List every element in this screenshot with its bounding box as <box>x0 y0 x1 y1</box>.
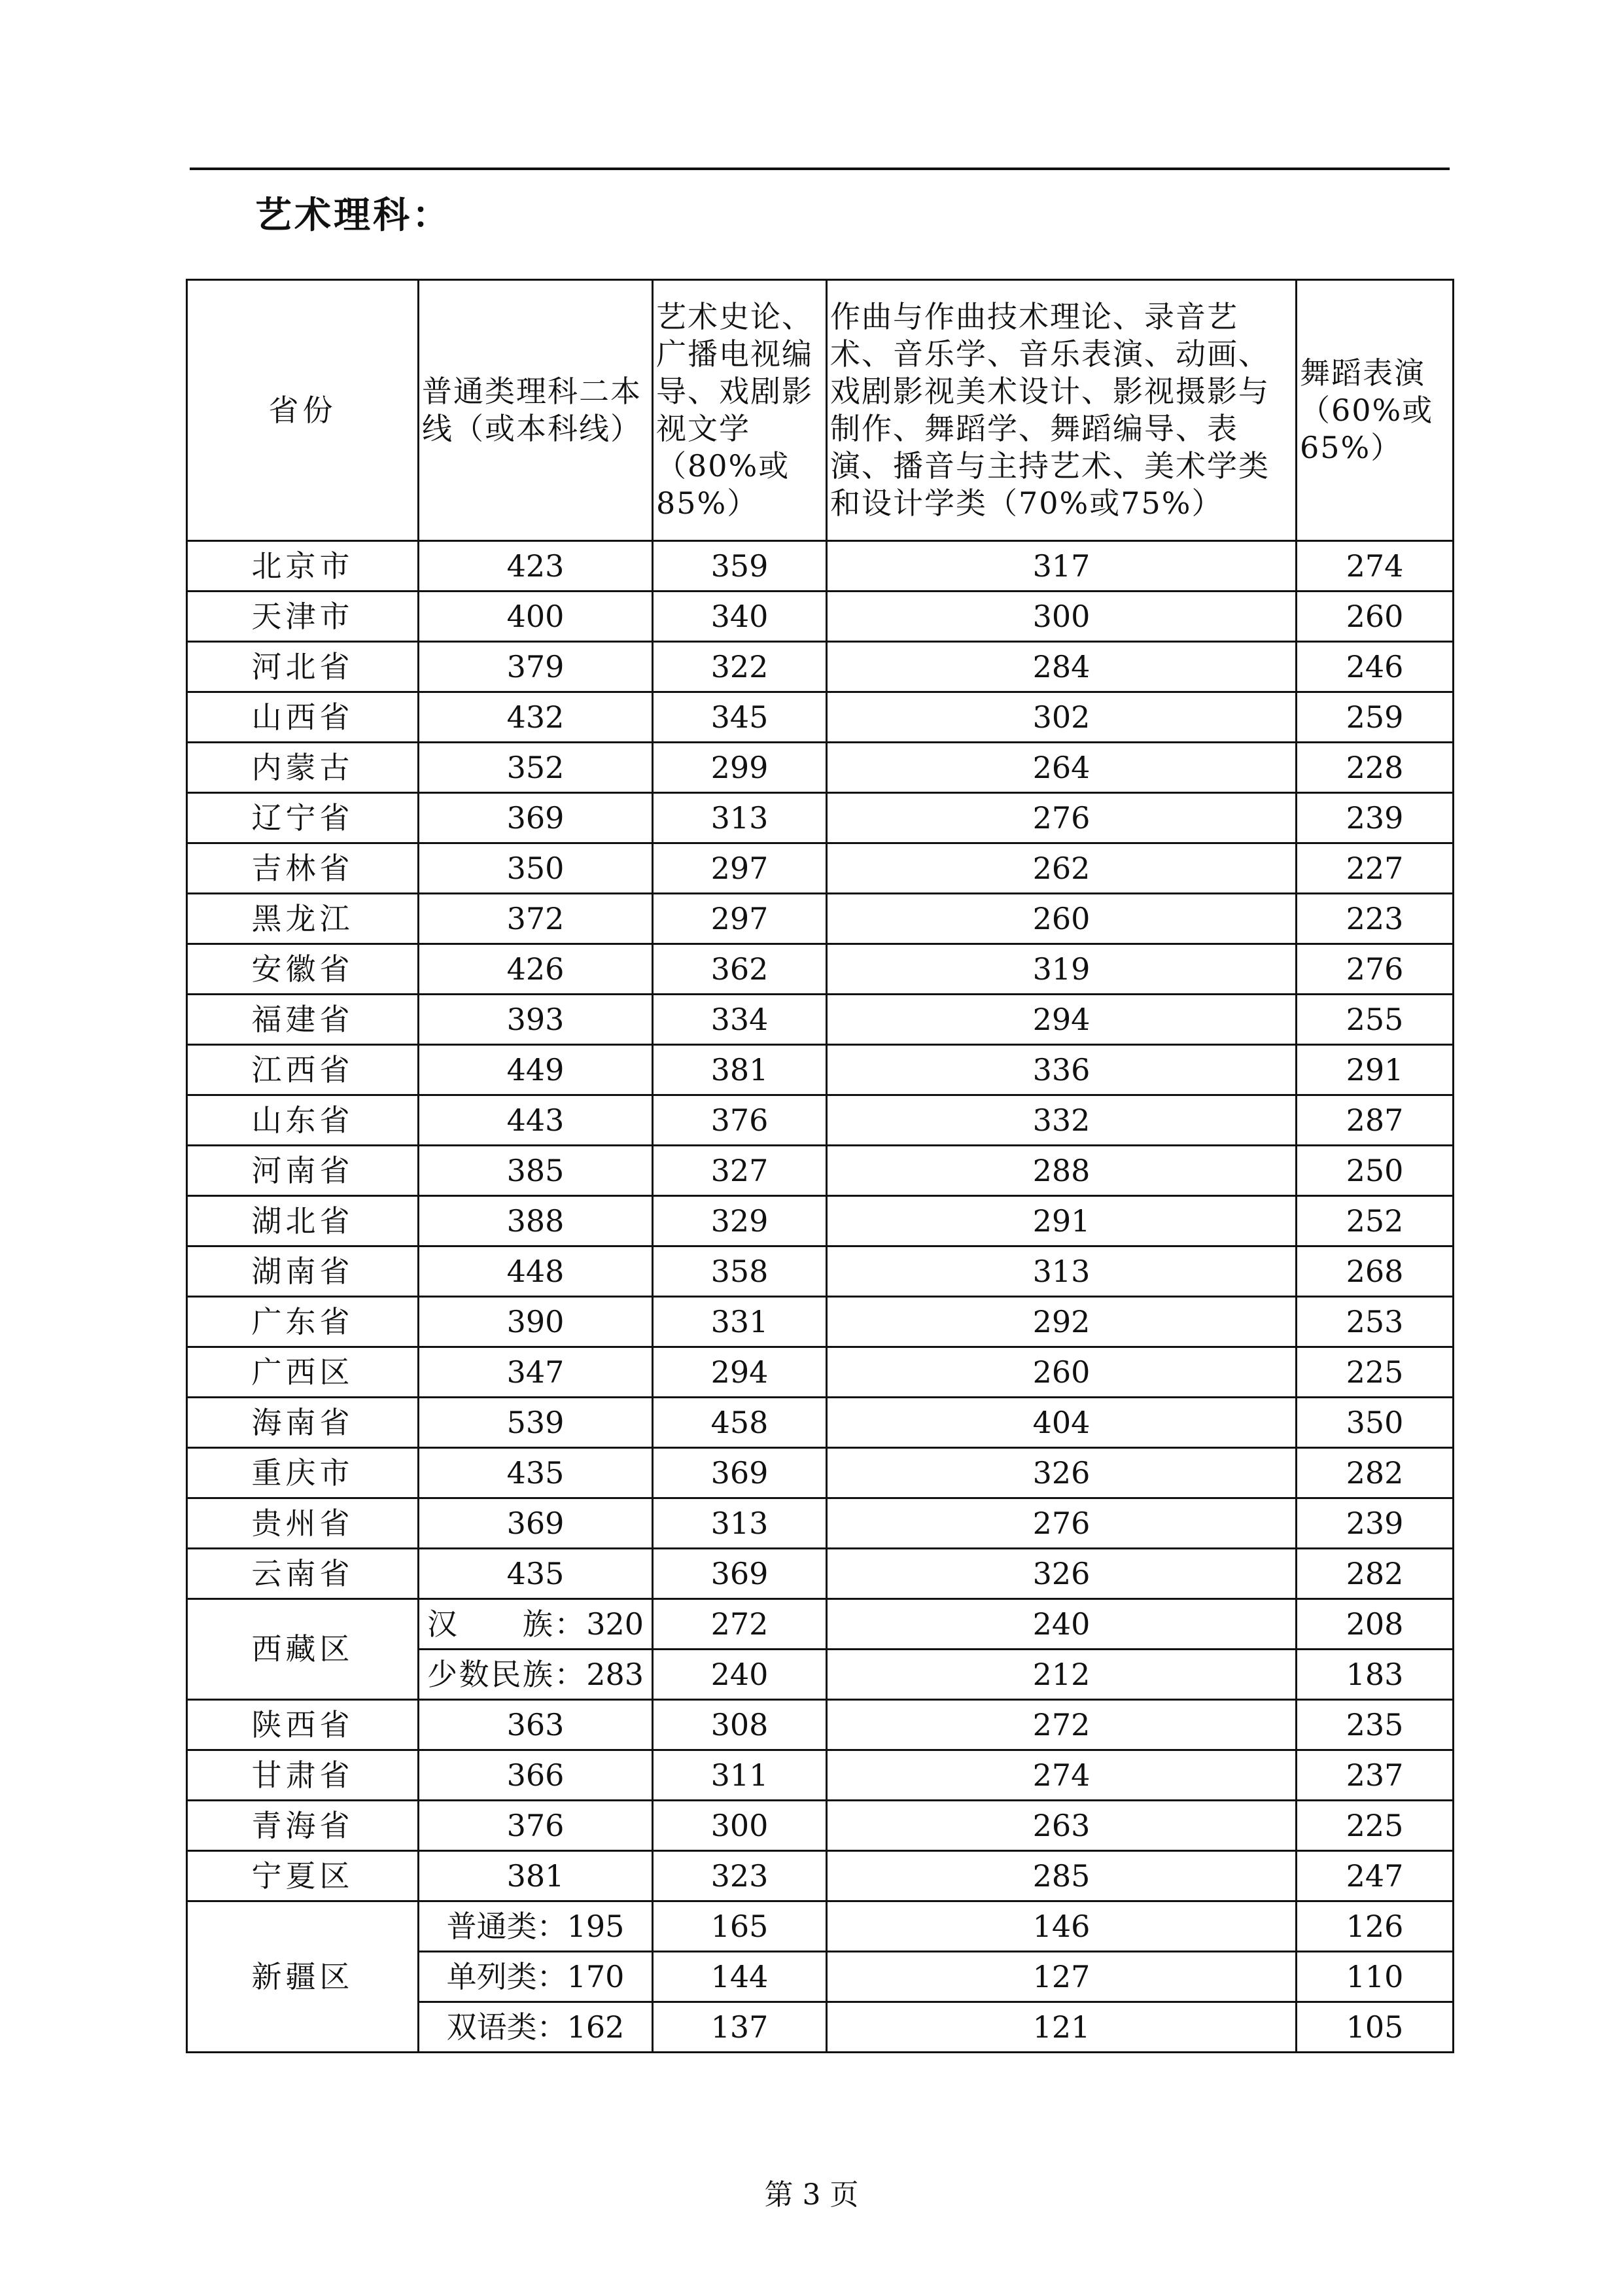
dance-cell: 255 <box>1297 995 1454 1045</box>
dance-cell: 239 <box>1297 1498 1454 1549</box>
composition-cell: 285 <box>827 1851 1297 1901</box>
composition-cell: 272 <box>827 1700 1297 1750</box>
dance-cell: 126 <box>1297 1901 1454 1952</box>
general-cell: 366 <box>419 1750 653 1801</box>
province-cell: 重庆市 <box>187 1448 419 1498</box>
composition-cell: 284 <box>827 642 1297 692</box>
art-history-cell: 308 <box>653 1700 827 1750</box>
province-cell: 贵州省 <box>187 1498 419 1549</box>
art-history-cell: 240 <box>653 1650 827 1700</box>
general-cell: 381 <box>419 1851 653 1901</box>
art-history-cell: 329 <box>653 1196 827 1246</box>
composition-cell: 274 <box>827 1750 1297 1801</box>
composition-cell: 146 <box>827 1901 1297 1952</box>
table-row <box>187 995 1454 1045</box>
dance-cell: 282 <box>1297 1448 1454 1498</box>
general-cell: 539 <box>419 1398 653 1448</box>
table-row <box>187 642 1454 692</box>
composition-cell: 292 <box>827 1297 1297 1347</box>
art-history-cell: 313 <box>653 1498 827 1549</box>
table-row <box>187 1146 1454 1196</box>
score-table <box>186 279 1454 2053</box>
general-cell: 369 <box>419 793 653 843</box>
general-cell: 363 <box>419 1700 653 1750</box>
composition-cell: 326 <box>827 1448 1297 1498</box>
general-cell: 369 <box>419 1498 653 1549</box>
table-row <box>187 1599 1454 1650</box>
art-history-cell: 137 <box>653 2002 827 2053</box>
general-cell: 393 <box>419 995 653 1045</box>
table-row <box>187 894 1454 944</box>
dance-cell: 223 <box>1297 894 1454 944</box>
province-cell: 新疆区 <box>187 1901 419 2053</box>
dance-cell: 350 <box>1297 1398 1454 1448</box>
province-cell: 海南省 <box>187 1398 419 1448</box>
header-row <box>187 280 1454 541</box>
province-cell: 甘肃省 <box>187 1750 419 1801</box>
art-history-cell: 359 <box>653 541 827 592</box>
art-history-cell: 322 <box>653 642 827 692</box>
general-cell: 376 <box>419 1801 653 1851</box>
general-cell: 400 <box>419 592 653 642</box>
art-history-cell: 331 <box>653 1297 827 1347</box>
dance-cell: 276 <box>1297 944 1454 995</box>
composition-cell: 313 <box>827 1246 1297 1297</box>
header-province: 省份 <box>187 280 419 541</box>
general-cell: 372 <box>419 894 653 944</box>
province-cell: 北京市 <box>187 541 419 592</box>
composition-cell: 212 <box>827 1650 1297 1700</box>
dance-cell: 208 <box>1297 1599 1454 1650</box>
dance-cell: 228 <box>1297 743 1454 793</box>
dance-cell: 253 <box>1297 1297 1454 1347</box>
general-cell: 385 <box>419 1146 653 1196</box>
art-history-cell: 376 <box>653 1095 827 1146</box>
art-history-cell: 340 <box>653 592 827 642</box>
dance-cell: 250 <box>1297 1146 1454 1196</box>
province-cell: 湖南省 <box>187 1246 419 1297</box>
composition-cell: 332 <box>827 1095 1297 1146</box>
province-cell: 宁夏区 <box>187 1851 419 1901</box>
header-rule <box>190 168 1450 170</box>
art-history-cell: 369 <box>653 1549 827 1599</box>
dance-cell: 247 <box>1297 1851 1454 1901</box>
composition-cell: 260 <box>827 894 1297 944</box>
art-history-cell: 358 <box>653 1246 827 1297</box>
composition-cell: 336 <box>827 1045 1297 1095</box>
table-row <box>187 1246 1454 1297</box>
general-cell: 435 <box>419 1549 653 1599</box>
table-row <box>187 1851 1454 1901</box>
composition-cell: 317 <box>827 541 1297 592</box>
dance-cell: 110 <box>1297 1952 1454 2002</box>
general-cell: 426 <box>419 944 653 995</box>
province-cell: 黑龙江 <box>187 894 419 944</box>
composition-cell: 276 <box>827 793 1297 843</box>
general-cell: 448 <box>419 1246 653 1297</box>
composition-cell: 326 <box>827 1549 1297 1599</box>
province-cell: 青海省 <box>187 1801 419 1851</box>
table-row <box>187 1347 1454 1398</box>
art-history-cell: 311 <box>653 1750 827 1801</box>
general-cell: 少数民族：283 <box>419 1650 653 1700</box>
general-cell: 423 <box>419 541 653 592</box>
dance-cell: 225 <box>1297 1347 1454 1398</box>
composition-cell: 240 <box>827 1599 1297 1650</box>
table-row <box>187 743 1454 793</box>
table-row <box>187 541 1454 592</box>
table-row <box>187 1700 1454 1750</box>
general-cell: 435 <box>419 1448 653 1498</box>
general-cell: 双语类：162 <box>419 2002 653 2053</box>
table-row <box>187 1398 1454 1448</box>
province-cell: 山西省 <box>187 692 419 743</box>
composition-cell: 127 <box>827 1952 1297 2002</box>
composition-cell: 294 <box>827 995 1297 1045</box>
art-history-cell: 294 <box>653 1347 827 1398</box>
art-history-cell: 300 <box>653 1801 827 1851</box>
art-history-cell: 334 <box>653 995 827 1045</box>
dance-cell: 227 <box>1297 843 1454 894</box>
composition-cell: 121 <box>827 2002 1297 2053</box>
art-history-cell: 369 <box>653 1448 827 1498</box>
table-row <box>187 1297 1454 1347</box>
art-history-cell: 165 <box>653 1901 827 1952</box>
dance-cell: 274 <box>1297 541 1454 592</box>
art-history-cell: 297 <box>653 894 827 944</box>
province-cell: 内蒙古 <box>187 743 419 793</box>
table-row <box>187 592 1454 642</box>
dance-cell: 246 <box>1297 642 1454 692</box>
table-row <box>187 1196 1454 1246</box>
art-history-cell: 327 <box>653 1146 827 1196</box>
general-cell: 汉 族：320 <box>419 1599 653 1650</box>
province-cell: 陕西省 <box>187 1700 419 1750</box>
province-cell: 河北省 <box>187 642 419 692</box>
header-general-line: 普通类理科二本线（或本科线） <box>419 280 653 541</box>
table-row <box>187 1448 1454 1498</box>
dance-cell: 183 <box>1297 1650 1454 1700</box>
table-row <box>187 1901 1454 1952</box>
composition-cell: 263 <box>827 1801 1297 1851</box>
table-row <box>187 1095 1454 1146</box>
composition-cell: 300 <box>827 592 1297 642</box>
province-cell: 天津市 <box>187 592 419 642</box>
composition-cell: 260 <box>827 1347 1297 1398</box>
table-row <box>187 944 1454 995</box>
composition-cell: 276 <box>827 1498 1297 1549</box>
page-number: 第 3 页 <box>764 2178 859 2212</box>
composition-cell: 319 <box>827 944 1297 995</box>
general-cell: 普通类：195 <box>419 1901 653 1952</box>
dance-cell: 287 <box>1297 1095 1454 1146</box>
dance-cell: 235 <box>1297 1700 1454 1750</box>
composition-cell: 262 <box>827 843 1297 894</box>
province-cell: 江西省 <box>187 1045 419 1095</box>
dance-cell: 237 <box>1297 1750 1454 1801</box>
composition-cell: 291 <box>827 1196 1297 1246</box>
table-row <box>187 692 1454 743</box>
composition-cell: 288 <box>827 1146 1297 1196</box>
composition-cell: 302 <box>827 692 1297 743</box>
general-cell: 379 <box>419 642 653 692</box>
general-cell: 352 <box>419 743 653 793</box>
general-cell: 350 <box>419 843 653 894</box>
general-cell: 390 <box>419 1297 653 1347</box>
section-title: 艺术理科： <box>255 194 451 237</box>
table-row <box>187 1498 1454 1549</box>
province-cell: 湖北省 <box>187 1196 419 1246</box>
province-cell: 辽宁省 <box>187 793 419 843</box>
province-cell: 云南省 <box>187 1549 419 1599</box>
general-cell: 单列类：170 <box>419 1952 653 2002</box>
dance-cell: 259 <box>1297 692 1454 743</box>
dance-cell: 239 <box>1297 793 1454 843</box>
dance-cell: 105 <box>1297 2002 1454 2053</box>
art-history-cell: 272 <box>653 1599 827 1650</box>
general-cell: 347 <box>419 1347 653 1398</box>
art-history-cell: 345 <box>653 692 827 743</box>
dance-cell: 291 <box>1297 1045 1454 1095</box>
dance-cell: 268 <box>1297 1246 1454 1297</box>
header-art-history: 艺术史论、广播电视编导、戏剧影视文学（80%或85%） <box>653 280 827 541</box>
province-cell: 广东省 <box>187 1297 419 1347</box>
art-history-cell: 313 <box>653 793 827 843</box>
province-cell: 福建省 <box>187 995 419 1045</box>
composition-cell: 404 <box>827 1398 1297 1448</box>
art-history-cell: 297 <box>653 843 827 894</box>
header-composition-group: 作曲与作曲技术理论、录音艺术、音乐学、音乐表演、动画、戏剧影视美术设计、影视摄影与制作、舞蹈学、舞蹈编导、表演、播音与主持艺术、美术学类和设计学类（70%或75%） <box>827 280 1297 541</box>
province-cell: 安徽省 <box>187 944 419 995</box>
composition-cell: 264 <box>827 743 1297 793</box>
table-row <box>187 1549 1454 1599</box>
general-cell: 443 <box>419 1095 653 1146</box>
art-history-cell: 144 <box>653 1952 827 2002</box>
general-cell: 449 <box>419 1045 653 1095</box>
dance-cell: 282 <box>1297 1549 1454 1599</box>
province-cell: 广西区 <box>187 1347 419 1398</box>
dance-cell: 252 <box>1297 1196 1454 1246</box>
header-dance-performance: 舞蹈表演（60%或65%） <box>1297 280 1454 541</box>
province-cell: 河南省 <box>187 1146 419 1196</box>
table-row <box>187 1750 1454 1801</box>
art-history-cell: 362 <box>653 944 827 995</box>
province-cell: 西藏区 <box>187 1599 419 1700</box>
general-cell: 432 <box>419 692 653 743</box>
dance-cell: 260 <box>1297 592 1454 642</box>
dance-cell: 225 <box>1297 1801 1454 1851</box>
province-cell: 山东省 <box>187 1095 419 1146</box>
art-history-cell: 299 <box>653 743 827 793</box>
art-history-cell: 381 <box>653 1045 827 1095</box>
table-row <box>187 843 1454 894</box>
province-cell: 吉林省 <box>187 843 419 894</box>
general-cell: 388 <box>419 1196 653 1246</box>
table-row <box>187 793 1454 843</box>
table-row <box>187 1045 1454 1095</box>
table-row <box>187 1801 1454 1851</box>
art-history-cell: 323 <box>653 1851 827 1901</box>
art-history-cell: 458 <box>653 1398 827 1448</box>
